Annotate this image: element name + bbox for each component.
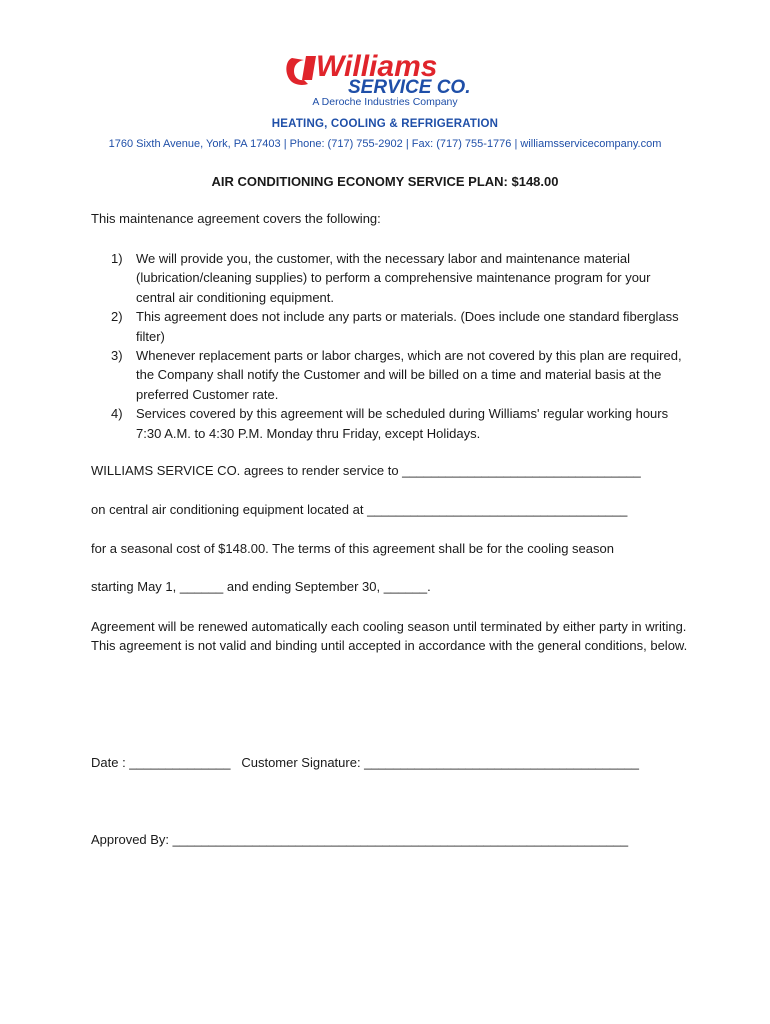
document-title: AIR CONDITIONING ECONOMY SERVICE PLAN: $148.00: [211, 174, 559, 189]
list-number: 4): [111, 406, 123, 422]
list-item-text: Services covered by this agreement will be scheduled during Williams' regular working hours 7:30 A.M. to 4:30 P.M. Monday thru Friday, except Holidays.: [136, 406, 669, 441]
seasonal-cost-line: for a seasonal cost of $148.00. The terms of this agreement shall be for the cooling season: [91, 541, 614, 556]
williams-service-logo: [282, 46, 492, 96]
list-item-text: Whenever replacement parts or labor charges, which are not covered by this plan are required, the Company shall notify the Customer and will be billed on a time and material basis at the preferred Customer rate.: [136, 348, 682, 402]
renewal-paragraph: Agreement will be renewed automatically each cooling season until terminated by either party in writing. This agreement is not valid and binding until accepted in accordance with the general conditions, below.: [91, 619, 688, 654]
list-item: [91, 307, 691, 346]
intro-text: This maintenance agreement covers the following:: [91, 211, 381, 226]
list-item-text: This agreement does not include any parts or materials. (Does include one standard fiberglass filter): [136, 309, 679, 344]
season-dates-line: starting May 1, ______ and ending September 30, ______.: [91, 579, 431, 594]
list-item: [91, 404, 691, 443]
date-signature-line: Date : ______________ Customer Signature: ______________________________________: [91, 755, 639, 770]
list-number: 1): [111, 251, 123, 266]
list-item: [91, 249, 691, 307]
render-service-line: WILLIAMS SERVICE CO. agrees to render service to _________________________________: [91, 463, 641, 478]
list-number: 3): [111, 348, 123, 364]
terms-list: [91, 249, 691, 443]
equipment-location-line: on central air conditioning equipment located at ____________________________________: [91, 502, 628, 517]
company-tagline: A Deroche Industries Company: [312, 96, 458, 108]
list-item: [91, 346, 691, 404]
logo-swoosh-icon: [286, 56, 316, 85]
list-item-text: We will provide you, the customer, with the necessary labor and maintenance material (lubrication/cleaning supplies) to perform a comprehensive maintenance program for your central air conditioning equipment.: [136, 251, 651, 305]
approved-by-line: Approved By: _______________________________________________________________: [91, 832, 629, 847]
logo-wordmark-williams: Williams: [316, 50, 438, 83]
contact-info: 1760 Sixth Avenue, York, PA 17403 | Phone: (717) 755-2902 | Fax: (717) 755-1776 | williamsservicecompany.com: [108, 138, 662, 150]
services-subheading: HEATING, COOLING & REFRIGERATION: [271, 118, 499, 130]
list-number: 2): [111, 309, 123, 325]
logo-wordmark-service: SERVICE CO.: [348, 77, 471, 96]
